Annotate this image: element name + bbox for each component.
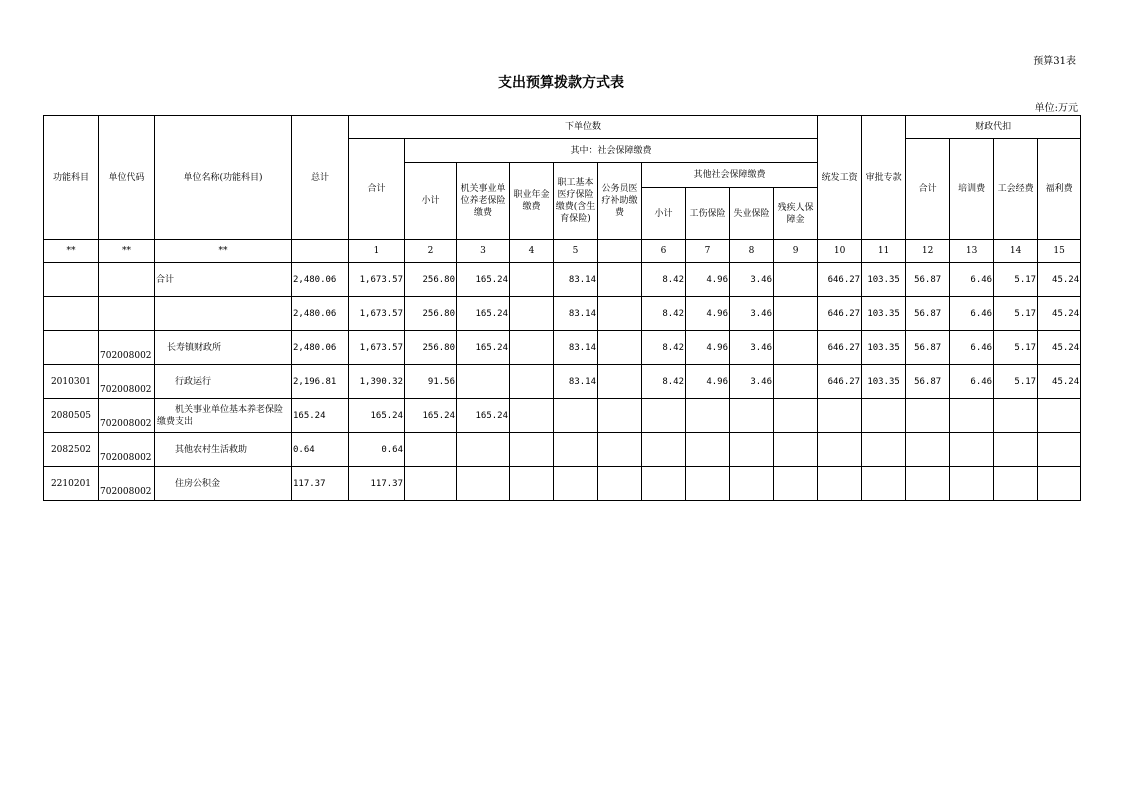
cell-func (44, 297, 99, 331)
cell-name (155, 297, 292, 331)
col-number: 13 (950, 240, 994, 263)
cell-value: 83.14 (554, 263, 598, 297)
cell-value (598, 263, 642, 297)
cell-value: 256.80 (405, 297, 457, 331)
cell-name: 机关事业单位基本养老保险缴费支出 (155, 399, 292, 433)
cell-func (44, 263, 99, 297)
header-welfare: 福利费 (1038, 139, 1081, 240)
cell-value: 91.56 (405, 365, 457, 399)
cell-total: 2,480.06 (292, 297, 349, 331)
cell-func: 2010301 (44, 365, 99, 399)
col-number: ** (155, 240, 292, 263)
cell-value (598, 433, 642, 467)
cell-value (510, 297, 554, 331)
cell-value: 646.27 (818, 365, 862, 399)
cell-value: 45.24 (1038, 263, 1081, 297)
cell-name: 其他农村生活救助 (155, 433, 292, 467)
cell-value: 45.24 (1038, 331, 1081, 365)
cell-value (906, 399, 950, 433)
cell-value: 6.46 (950, 365, 994, 399)
cell-value: 6.46 (950, 297, 994, 331)
cell-value (774, 263, 818, 297)
cell-total: 2,480.06 (292, 263, 349, 297)
cell-value: 103.35 (862, 297, 906, 331)
header-medical: 职工基本医疗保险缴费(含生育保险) (554, 163, 598, 240)
cell-value (642, 467, 686, 501)
header-unemployment: 失业保险 (730, 188, 774, 240)
header-subordinate: 下单位数 (349, 116, 818, 139)
cell-code: 702008002 (99, 365, 155, 399)
col-number: 14 (994, 240, 1038, 263)
cell-value (457, 433, 510, 467)
cell-name: 合计 (155, 263, 292, 297)
cell-value: 5.17 (994, 263, 1038, 297)
cell-value (598, 331, 642, 365)
form-number: 预算31表 (1033, 56, 1076, 67)
cell-value: 103.35 (862, 365, 906, 399)
cell-value (598, 399, 642, 433)
header-unified-salary: 统发工资 (818, 116, 862, 240)
cell-code (99, 263, 155, 297)
cell-value (510, 365, 554, 399)
cell-value (598, 297, 642, 331)
cell-value: 1,673.57 (349, 263, 405, 297)
cell-value: 3.46 (730, 331, 774, 365)
cell-value (774, 365, 818, 399)
cell-name: 住房公积金 (155, 467, 292, 501)
cell-value: 4.96 (686, 331, 730, 365)
cell-value (554, 467, 598, 501)
cell-value: 165.24 (349, 399, 405, 433)
cell-value (774, 467, 818, 501)
header-finance: 财政代扣 (906, 116, 1081, 139)
unit-label: 单位:万元 (1034, 103, 1078, 114)
header-fin-total: 合计 (906, 139, 950, 240)
col-number: 5 (554, 240, 598, 263)
cell-value (686, 467, 730, 501)
cell-value: 8.42 (642, 365, 686, 399)
cell-value: 5.17 (994, 331, 1038, 365)
cell-value (598, 467, 642, 501)
cell-value: 5.17 (994, 365, 1038, 399)
cell-total: 117.37 (292, 467, 349, 501)
cell-value (686, 433, 730, 467)
col-number: 15 (1038, 240, 1081, 263)
cell-value (510, 263, 554, 297)
col-number: ** (44, 240, 99, 263)
cell-func: 2080505 (44, 399, 99, 433)
cell-value: 8.42 (642, 263, 686, 297)
header-total: 总计 (292, 116, 349, 240)
cell-value (1038, 433, 1081, 467)
cell-value: 3.46 (730, 263, 774, 297)
cell-value: 1,390.32 (349, 365, 405, 399)
cell-value (818, 433, 862, 467)
page-title: 支出预算拨款方式表 (498, 75, 624, 91)
cell-value: 256.80 (405, 263, 457, 297)
cell-value: 165.24 (457, 297, 510, 331)
cell-value (906, 433, 950, 467)
cell-value: 45.24 (1038, 297, 1081, 331)
header-among-social: 其中：社会保障缴费 (405, 139, 818, 163)
cell-code: 702008002 (99, 331, 155, 365)
cell-name: 长寿镇财政所 (155, 331, 292, 365)
cell-value (730, 399, 774, 433)
cell-value: 256.80 (405, 331, 457, 365)
header-ss-subtotal: 小计 (405, 163, 457, 240)
cell-value: 1,673.57 (349, 297, 405, 331)
cell-value: 8.42 (642, 331, 686, 365)
cell-value (730, 433, 774, 467)
cell-value (510, 399, 554, 433)
header-other-subtotal: 小计 (642, 188, 686, 240)
cell-value (457, 365, 510, 399)
cell-value (994, 467, 1038, 501)
cell-total: 0.64 (292, 433, 349, 467)
cell-value (1038, 467, 1081, 501)
cell-value: 56.87 (906, 297, 950, 331)
header-training: 培训费 (950, 139, 994, 240)
col-number: 2 (405, 240, 457, 263)
cell-value: 5.17 (994, 297, 1038, 331)
cell-value (774, 399, 818, 433)
cell-value (598, 365, 642, 399)
col-number (292, 240, 349, 263)
cell-value (994, 399, 1038, 433)
table-row (44, 467, 1081, 501)
cell-value: 4.96 (686, 263, 730, 297)
cell-value (950, 467, 994, 501)
cell-value (405, 433, 457, 467)
cell-value: 165.24 (457, 399, 510, 433)
header-other-social: 其他社会保障缴费 (642, 163, 818, 188)
cell-value (818, 399, 862, 433)
cell-value (405, 467, 457, 501)
cell-value: 4.96 (686, 297, 730, 331)
header-func-subject: 功能科目 (44, 116, 99, 240)
cell-value (862, 399, 906, 433)
cell-value (510, 467, 554, 501)
cell-value: 56.87 (906, 365, 950, 399)
cell-value: 56.87 (906, 331, 950, 365)
cell-total: 2,196.81 (292, 365, 349, 399)
cell-func (44, 331, 99, 365)
cell-value: 103.35 (862, 331, 906, 365)
cell-value (510, 331, 554, 365)
cell-value: 646.27 (818, 331, 862, 365)
cell-value (906, 467, 950, 501)
cell-value (642, 399, 686, 433)
col-number: 12 (906, 240, 950, 263)
cell-value: 8.42 (642, 297, 686, 331)
cell-code (99, 297, 155, 331)
cell-value: 165.24 (405, 399, 457, 433)
table-row (44, 331, 1081, 365)
cell-code: 702008002 (99, 433, 155, 467)
cell-func: 2210201 (44, 467, 99, 501)
cell-value (950, 399, 994, 433)
cell-value (862, 467, 906, 501)
cell-value (1038, 399, 1081, 433)
col-number: 1 (349, 240, 405, 263)
cell-value: 646.27 (818, 297, 862, 331)
cell-value: 6.46 (950, 331, 994, 365)
table-row (44, 399, 1081, 433)
cell-value (642, 433, 686, 467)
cell-value (510, 433, 554, 467)
header-pension: 机关事业单位养老保险缴费 (457, 163, 510, 240)
header-subtotal-all: 合计 (349, 139, 405, 240)
cell-func: 2082502 (44, 433, 99, 467)
cell-value: 45.24 (1038, 365, 1081, 399)
cell-value (862, 433, 906, 467)
cell-total: 165.24 (292, 399, 349, 433)
cell-value: 165.24 (457, 331, 510, 365)
header-special: 审批专款 (862, 116, 906, 240)
col-number (598, 240, 642, 263)
header-union: 工会经费 (994, 139, 1038, 240)
column-number-row (44, 240, 1081, 263)
col-number: 10 (818, 240, 862, 263)
cell-value (554, 433, 598, 467)
cell-value (950, 433, 994, 467)
col-number: 4 (510, 240, 554, 263)
cell-value: 4.96 (686, 365, 730, 399)
cell-value (818, 467, 862, 501)
cell-value: 165.24 (457, 263, 510, 297)
col-number: 8 (730, 240, 774, 263)
cell-code: 702008002 (99, 399, 155, 433)
cell-value (774, 297, 818, 331)
header-injury: 工伤保险 (686, 188, 730, 240)
cell-value: 56.87 (906, 263, 950, 297)
cell-value (774, 433, 818, 467)
col-number: 9 (774, 240, 818, 263)
cell-name: 行政运行 (155, 365, 292, 399)
col-number: 7 (686, 240, 730, 263)
table-row (44, 297, 1081, 331)
header-disabled: 残疾人保障金 (774, 188, 818, 240)
cell-value: 1,673.57 (349, 331, 405, 365)
cell-code: 702008002 (99, 467, 155, 501)
cell-value: 6.46 (950, 263, 994, 297)
col-number: 3 (457, 240, 510, 263)
cell-value (457, 467, 510, 501)
cell-value (686, 399, 730, 433)
header-unit-name: 单位名称(功能科目) (155, 116, 292, 240)
header-annuity: 职业年金缴费 (510, 163, 554, 240)
col-number: 6 (642, 240, 686, 263)
table-row (44, 263, 1081, 297)
col-number: 11 (862, 240, 906, 263)
table-row (44, 365, 1081, 399)
cell-value (730, 467, 774, 501)
cell-total: 2,480.06 (292, 331, 349, 365)
header-unit-code: 单位代码 (99, 116, 155, 240)
budget-table (43, 115, 1081, 501)
cell-value: 83.14 (554, 331, 598, 365)
table-row (44, 433, 1081, 467)
cell-value: 3.46 (730, 297, 774, 331)
col-number: ** (99, 240, 155, 263)
cell-value: 646.27 (818, 263, 862, 297)
cell-value: 103.35 (862, 263, 906, 297)
cell-value (774, 331, 818, 365)
cell-value: 117.37 (349, 467, 405, 501)
cell-value: 3.46 (730, 365, 774, 399)
cell-value: 0.64 (349, 433, 405, 467)
cell-value: 83.14 (554, 365, 598, 399)
cell-value (994, 433, 1038, 467)
header-civil-medical: 公务员医疗补助缴费 (598, 163, 642, 240)
cell-value: 83.14 (554, 297, 598, 331)
cell-value (554, 399, 598, 433)
